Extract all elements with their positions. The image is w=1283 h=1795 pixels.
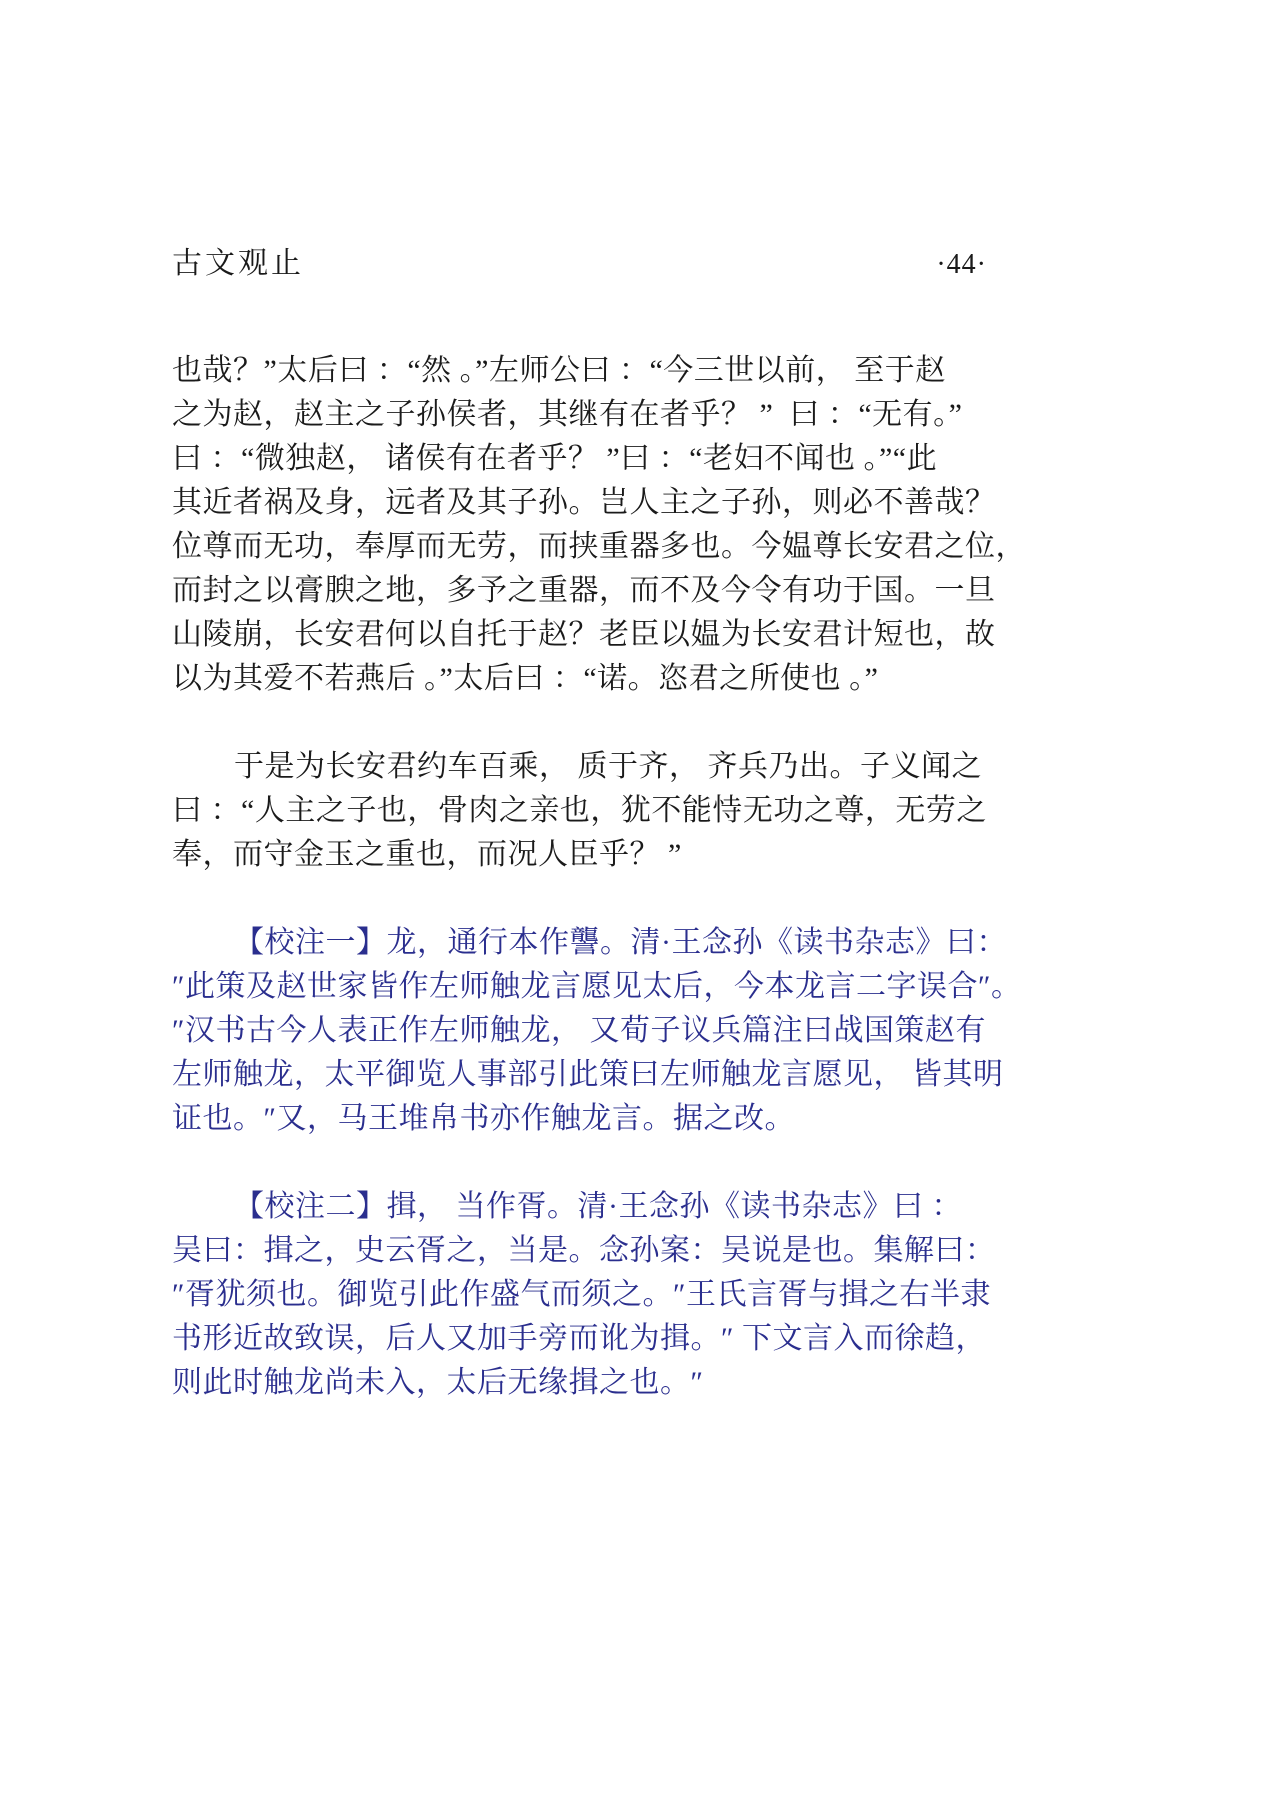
page-header xyxy=(172,238,987,282)
text-line: 而封之以膏腴之地，多予之重器，而不及今令有功于国。一旦 xyxy=(172,574,996,607)
text-line: 【校注二】揖， 当作胥。清·王念孙《读书杂志》曰 ： xyxy=(234,1190,962,1223)
text-line: 书形近故致误，后人又加手旁而讹为揖。″ 下文言入而徐趋， xyxy=(172,1322,986,1355)
paragraph-main-text-1 xyxy=(172,349,1026,701)
text-line: 也哉？”太后曰 ：“然 。”左师公曰 ：“今三世以前， 至于赵 xyxy=(172,354,946,387)
text-line: 以为其爱不若燕后 。”太后曰 ：“诺。恣君之所使也 。” xyxy=(172,662,879,695)
paragraph-annotation-1 xyxy=(172,921,1022,1141)
text-line: 于是为长安君约车百乘， 质于齐， 齐兵乃出。子义闻之 xyxy=(234,750,982,783)
text-line: 其近者祸及身，远者及其子孙。岂人主之子孙，则必不善哉？ xyxy=(172,486,996,519)
text-line: 则此时触龙尚未入，太后无缘揖之也。″ xyxy=(172,1366,704,1399)
text-line: 【校注一】龙，通行本作讋。清·王念孙《读书杂志》曰： xyxy=(234,926,1007,959)
text-line: 曰 ：“微独赵， 诸侯有在者乎？ ”曰 ：“老妇不闻也 。”“此 xyxy=(172,442,938,475)
text-line: ″此策及赵世家皆作左师触龙言愿见太后，今本龙言二字误合″。 xyxy=(172,970,1022,1003)
book-title: 古文观止 xyxy=(172,247,304,280)
text-line: 吴曰：揖之，史云胥之，当是。念孙案：吴说是也。集解曰： xyxy=(172,1234,996,1267)
text-line: 曰 ：“人主之子也，骨肉之亲也，犹不能恃无功之尊，无劳之 xyxy=(172,794,987,827)
text-line: ″胥犹须也。御览引此作盛气而须之。″王氏言胥与揖之右半隶 xyxy=(172,1278,991,1311)
text-body xyxy=(172,349,1026,1449)
page-number: ·44· xyxy=(936,249,987,280)
text-line: 奉，而守金玉之重也，而况人臣乎？ ” xyxy=(172,838,682,871)
text-line: 位尊而无功，奉厚而无劳，而挟重器多也。今媪尊长安君之位， xyxy=(172,530,1026,563)
text-line: 证也。″又，马王堆帛书亦作触龙言。据之改。 xyxy=(172,1102,795,1135)
text-line: 之为赵，赵主之子孙侯者，其继有在者乎？ ” 曰 ：“无有。” xyxy=(172,398,963,431)
paragraph-main-text-2 xyxy=(172,745,992,877)
text-line: ″汉书古今人表正作左师触龙， 又荀子议兵篇注曰战国策赵有 xyxy=(172,1014,986,1047)
text-line: 左师触龙，太平御览人事部引此策曰左师触龙言愿见， 皆其明 xyxy=(172,1058,1004,1091)
text-line: 山陵崩，长安君何以自托于赵？老臣以媪为长安君计短也，故 xyxy=(172,618,996,651)
paragraph-annotation-2 xyxy=(172,1185,996,1405)
